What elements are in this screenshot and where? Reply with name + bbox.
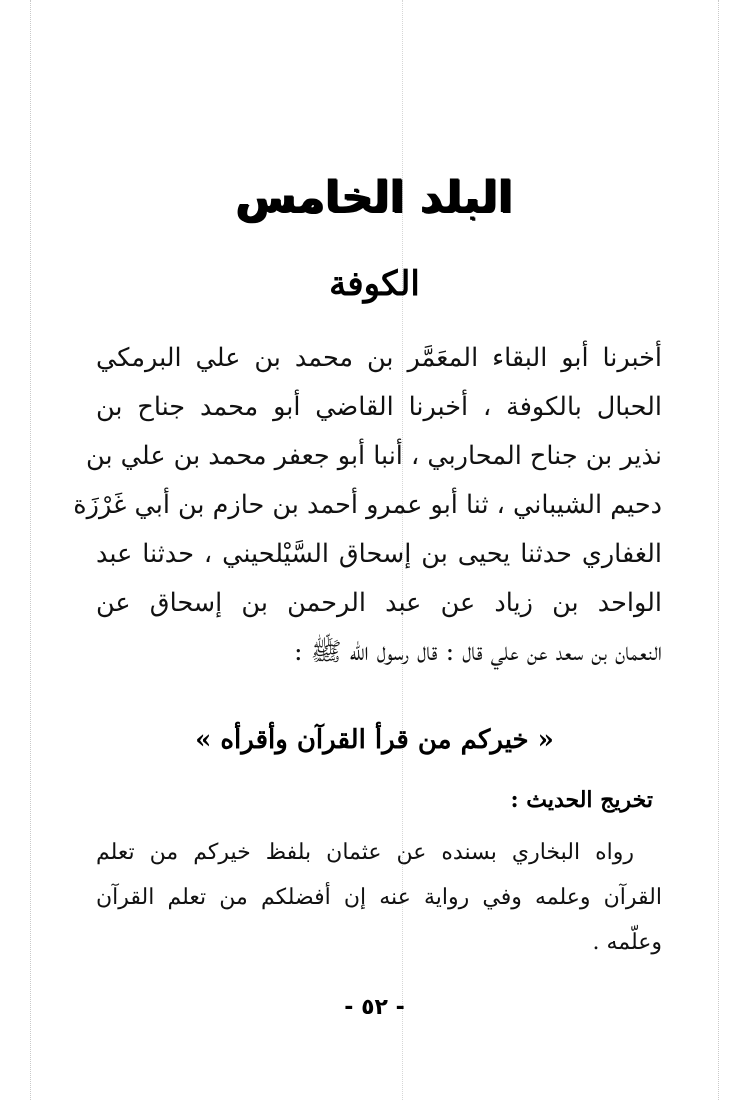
main-paragraph xyxy=(73,334,662,677)
text-line: القرآن وعلمه وفي رواية عنه إن أفضلكم من تعلم القرآن xyxy=(96,885,662,910)
text-line: النعمان بن سعد عن علي قال : قال رسول الله ﷺ : xyxy=(294,637,662,667)
text-line: الحبال بالكوفة ، أخبرنا القاضي أبو محمد جناح بن xyxy=(96,392,662,422)
text-line: وعلّمه . xyxy=(592,930,662,955)
text-line: الواحد بن زياد عن عبد الرحمن بن إسحاق عن xyxy=(96,588,662,618)
text-line: أخبرنا أبو البقاء المعَمَّر بن محمد بن علي البرمكي xyxy=(96,343,662,373)
page-number: - ٥٢ - xyxy=(344,995,405,1020)
hadith-quote: « خيركم من قرأ القرآن وأقرأه » xyxy=(195,725,554,755)
scan-artifact-line xyxy=(30,0,31,1100)
chapter-title: البلد الخامس xyxy=(235,172,514,223)
text-line: نذير بن جناح المحاربي ، أنبا أبو جعفر محمد بن علي بن xyxy=(86,441,662,471)
takhrij-paragraph xyxy=(96,830,662,965)
text-line: الغفاري حدثنا يحيى بن إسحاق السَّيْلحيني ، حدثنا عبد xyxy=(96,539,662,569)
text-line: رواه البخاري بسنده عن عثمان بلفظ خيركم من تعلم xyxy=(96,840,634,865)
section-title: الكوفة xyxy=(329,264,420,304)
text-line: دحيم الشيباني ، ثنا أبو عمرو أحمد بن حازم بن أبي غَرْزَة xyxy=(73,490,662,520)
takhrij-heading: تخريج الحديث : xyxy=(510,787,653,813)
scan-artifact-line xyxy=(718,0,719,1100)
